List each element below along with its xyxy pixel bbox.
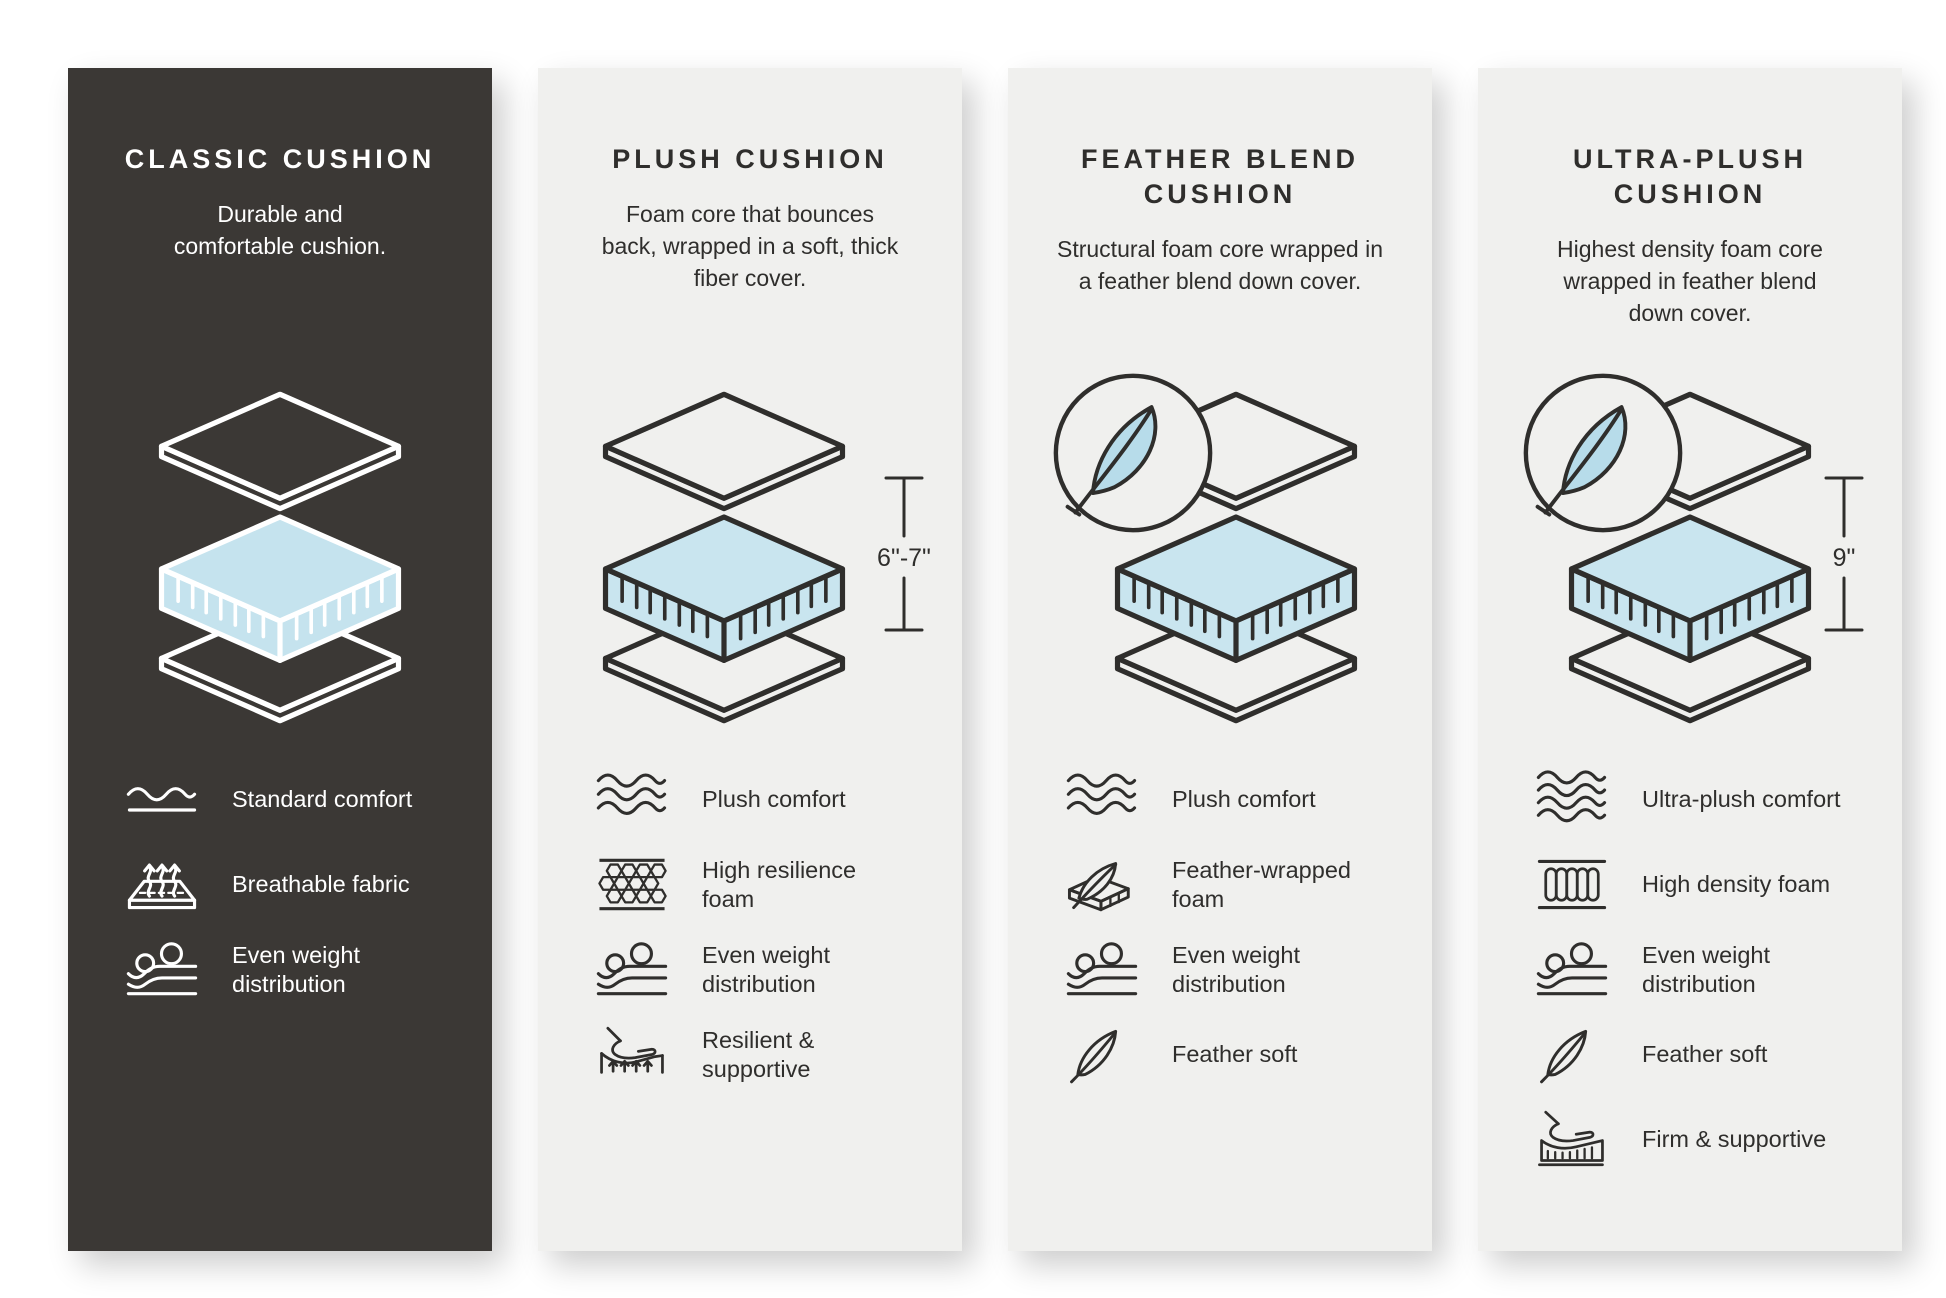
feature-list — [592, 768, 936, 1086]
feature-row — [1532, 1023, 1876, 1086]
feature-row — [1062, 938, 1406, 1001]
feature-row — [1062, 1023, 1406, 1086]
feather-badge-icon — [1050, 370, 1216, 536]
panel-description: Durable and comfortable cushion. — [173, 201, 387, 259]
feature-label: Standard comfort — [232, 786, 413, 813]
ultra-plush-waves-icon — [1532, 768, 1612, 831]
feature-label: Even weight distribution — [1172, 941, 1301, 997]
even-weight-icon — [122, 938, 202, 1001]
height-dimension-line — [1808, 474, 1880, 634]
feature-row — [1532, 938, 1876, 1001]
high-resilience-foam-icon — [592, 853, 672, 916]
feature-label: Plush comfort — [1172, 786, 1316, 813]
panel-title: FEATHER BLEND CUSHION — [1081, 144, 1359, 210]
feature-row — [122, 768, 466, 831]
breathable-fabric-icon — [122, 853, 202, 916]
feature-row — [592, 768, 936, 831]
cushion-illustration — [68, 386, 492, 758]
height-dimension-line — [868, 474, 940, 634]
feather-soft-icon — [1062, 1023, 1142, 1086]
feature-label: Ultra-plush comfort — [1642, 786, 1841, 813]
feature-row — [1532, 853, 1876, 916]
cushion-illustration — [538, 386, 962, 758]
feature-row — [1532, 1108, 1876, 1171]
feature-list — [1532, 768, 1876, 1171]
resilient-supportive-icon — [592, 1023, 672, 1086]
panel-title: ULTRA-PLUSH CUSHION — [1573, 144, 1807, 210]
feather-badge-icon — [1520, 370, 1686, 536]
layered-cushion-diagram — [124, 386, 436, 729]
panel-description: Highest density foam core wrapped in feather blend down cover. — [1557, 236, 1823, 326]
feature-row — [122, 938, 466, 1001]
plush-waves-icon — [1062, 768, 1142, 831]
feature-label: Feather soft — [1642, 1041, 1768, 1068]
feature-row — [1062, 768, 1406, 831]
panel-description: Foam core that bounces back, wrapped in a soft, thick fiber cover. — [601, 201, 899, 291]
feature-label: Breathable fabric — [232, 871, 410, 898]
even-weight-icon — [1532, 938, 1612, 1001]
cushion-illustration — [1478, 386, 1902, 758]
feature-label: Plush comfort — [702, 786, 846, 813]
firm-supportive-icon — [1532, 1108, 1612, 1171]
panel-plush-cushion — [538, 68, 962, 1251]
feature-label: Even weight distribution — [1642, 941, 1771, 997]
panel-feather-blend-cushion — [1008, 68, 1432, 1251]
panel-ultra-plush-cushion — [1478, 68, 1902, 1251]
panel-title: CLASSIC CUSHION — [124, 144, 436, 174]
feature-row — [592, 1023, 936, 1086]
comfort-wave-icon — [122, 768, 202, 831]
feature-label: Firm & supportive — [1642, 1126, 1827, 1153]
feather-soft-icon — [1532, 1023, 1612, 1086]
feature-row — [1532, 768, 1876, 831]
feature-row — [592, 938, 936, 1001]
even-weight-icon — [1062, 938, 1142, 1001]
feature-label: Feather soft — [1172, 1041, 1298, 1068]
feature-label: Resilient & supportive — [702, 1026, 815, 1082]
feature-label: High density foam — [1642, 871, 1831, 898]
height-measurement: 9" — [1832, 544, 1856, 572]
feature-label: High resilience foam — [702, 856, 857, 912]
panel-classic-cushion — [68, 68, 492, 1251]
feature-list — [1062, 768, 1406, 1086]
cushion-illustration — [1008, 386, 1432, 758]
plush-waves-icon — [592, 768, 672, 831]
feature-list — [122, 768, 466, 1001]
feature-label: Even weight distribution — [702, 941, 831, 997]
panel-title: PLUSH CUSHION — [612, 144, 888, 174]
feature-row — [1062, 853, 1406, 916]
feature-label: Feather-wrapped foam — [1172, 856, 1351, 912]
even-weight-icon — [592, 938, 672, 1001]
feature-row — [122, 853, 466, 916]
feather-wrapped-foam-icon — [1062, 853, 1142, 916]
feature-label: Even weight distribution — [232, 941, 361, 997]
high-density-foam-icon — [1532, 853, 1612, 916]
layered-cushion-diagram — [568, 386, 880, 729]
panel-description: Structural foam core wrapped in a feather blend down cover. — [1057, 236, 1383, 294]
height-measurement: 6"-7" — [877, 544, 931, 572]
feature-row — [592, 853, 936, 916]
